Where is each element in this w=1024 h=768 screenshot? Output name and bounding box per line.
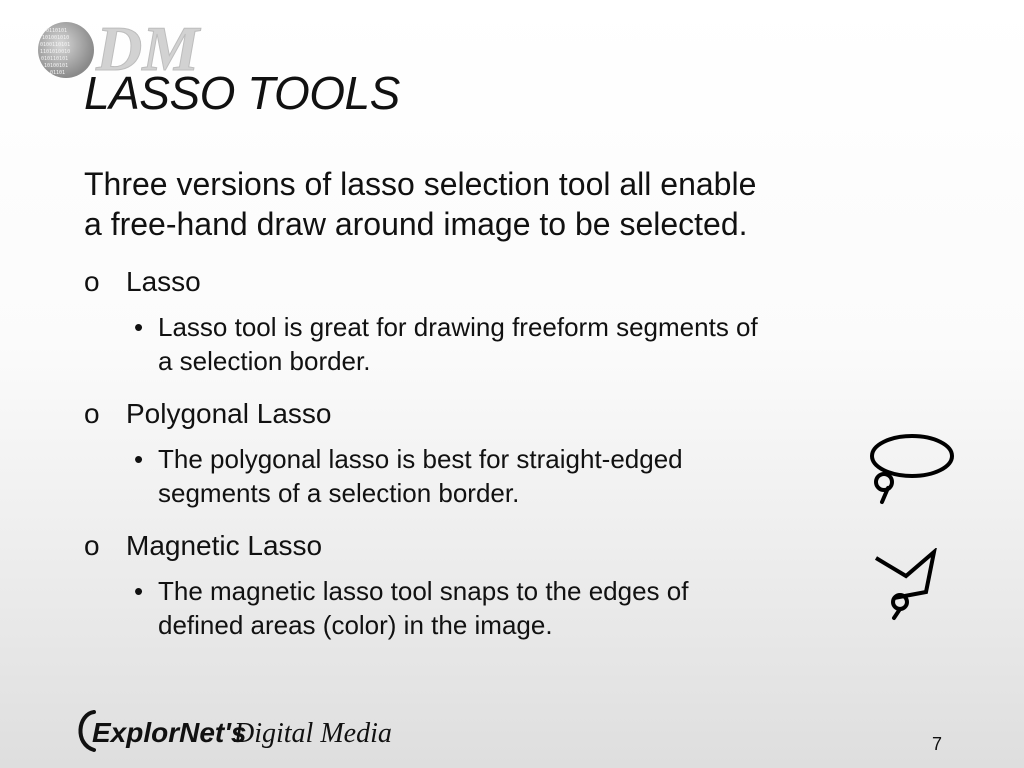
polygonal-lasso-icon (866, 548, 942, 624)
svg-text:101001010: 101001010 (42, 35, 70, 41)
slide-title: LASSO TOOLS (84, 67, 400, 119)
svg-text:0100110101: 0100110101 (40, 42, 71, 48)
desc-line-1: The magnetic lasso tool snaps to the edges of (158, 576, 689, 606)
desc-line-2: a selection border. (158, 346, 371, 376)
footer-product: Digital Media (234, 718, 392, 749)
sub-bullet: • (134, 576, 144, 606)
sub-bullet: • (134, 444, 144, 474)
svg-text:010110101: 010110101 (41, 56, 69, 62)
footer-brand-logo (72, 704, 432, 756)
item-label: Lasso (126, 266, 201, 297)
bullet-marker: o (84, 398, 100, 429)
intro-text (84, 164, 964, 244)
footer-brand: ExplorNet's (92, 717, 247, 748)
list-item-polygonal-lasso (84, 398, 331, 430)
bullet-marker: o (84, 530, 100, 561)
desc-line-1: The polygonal lasso is best for straight-edged (158, 444, 683, 474)
list-item-magnetic-lasso (84, 530, 322, 562)
item-label: Polygonal Lasso (126, 398, 332, 429)
sub-bullet: • (134, 312, 144, 342)
dm-logo-text: DM (96, 13, 200, 84)
desc-line-1: Lasso tool is great for drawing freeform segments of (158, 312, 758, 342)
intro-line-1: Three versions of lasso selection tool all enable (84, 166, 757, 202)
desc-line-2: defined areas (color) in the image. (158, 610, 553, 640)
svg-text:1101010010: 1101010010 (40, 49, 71, 55)
item-label: Magnetic Lasso (126, 530, 323, 561)
lasso-icon (862, 430, 958, 510)
svg-text:0110101: 0110101 (46, 28, 68, 34)
bullet-marker: o (84, 266, 100, 297)
page-number: 7 (932, 734, 943, 754)
intro-line-2: a free-hand draw around image to be selected. (84, 206, 748, 242)
svg-text:01101: 01101 (50, 70, 66, 76)
svg-text:10100101: 10100101 (44, 63, 69, 69)
desc-line-2: segments of a selection border. (158, 478, 520, 508)
list-item-lasso (84, 266, 201, 298)
